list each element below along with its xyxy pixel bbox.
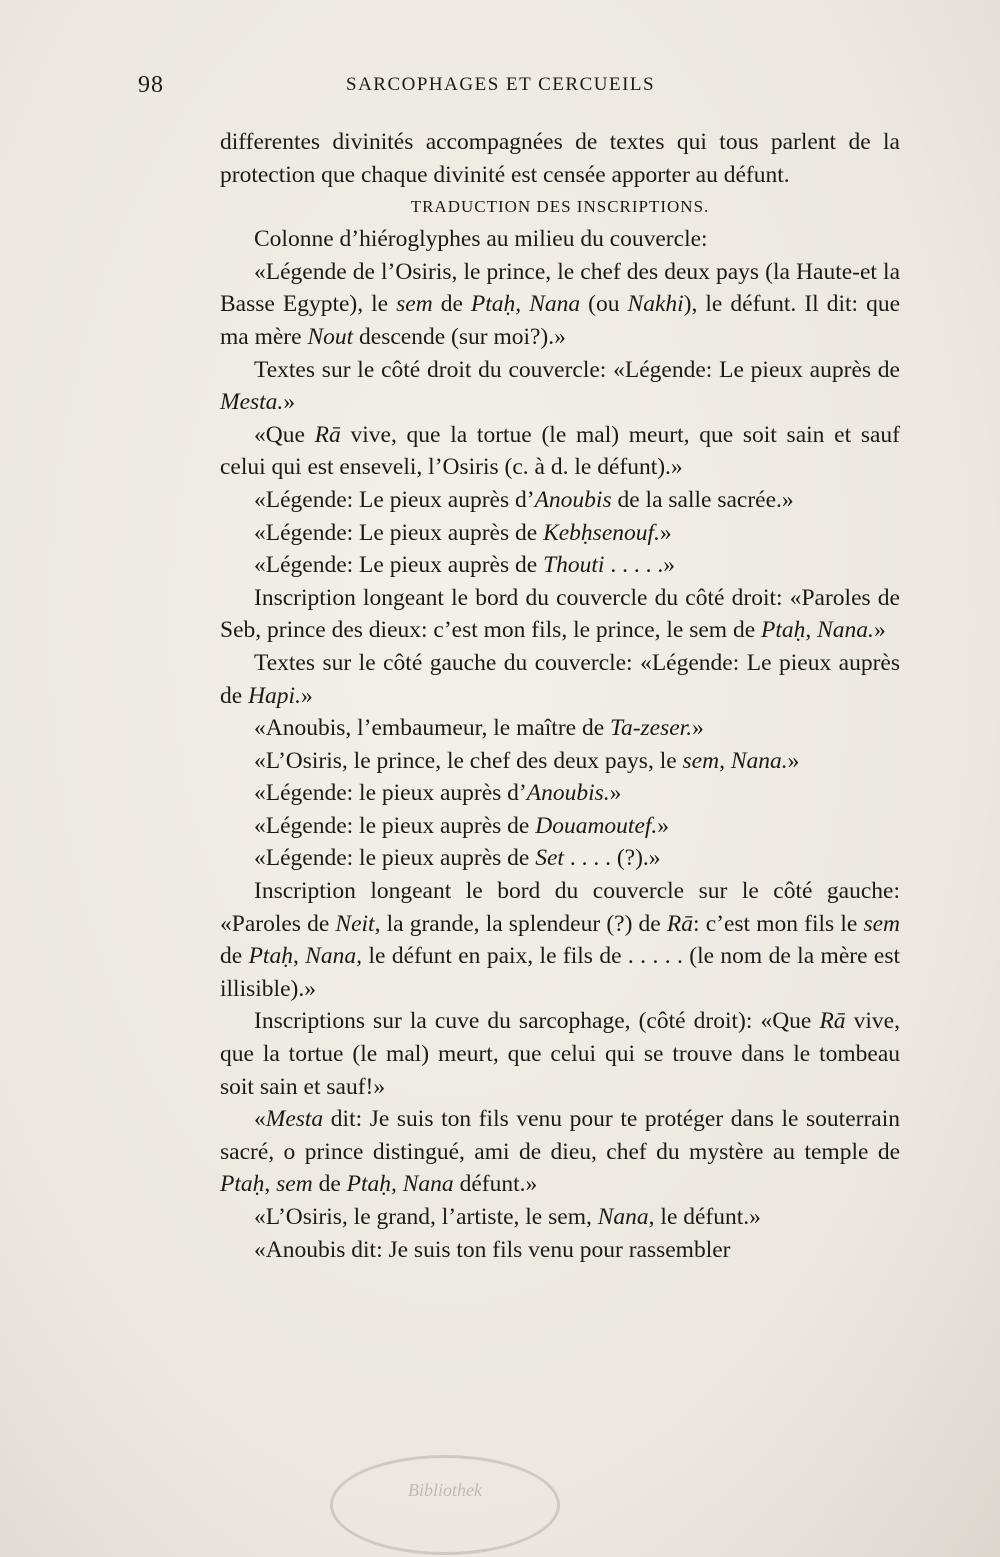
text-run: «Légende de l’Osiris, le prince, le chef des deux pays (la Haute-et la Basse Egypte), le	[220, 258, 900, 318]
text-run: «Légende: le pieux auprès d’	[254, 780, 527, 807]
paragraph	[220, 712, 900, 745]
text-run: de	[220, 943, 249, 970]
text-run: : c’est mon fils le	[693, 910, 864, 937]
italic-run: Mesta	[265, 1106, 324, 1133]
italic-run: Kebḥsenouf.	[543, 519, 660, 546]
paragraph	[220, 517, 900, 550]
paragraph	[220, 1103, 900, 1201]
paragraph	[220, 126, 900, 191]
text-run: défunt.»	[453, 1171, 538, 1198]
text-run: «Légende: Le pieux auprès de	[254, 552, 544, 579]
paragraph	[220, 1005, 900, 1103]
text-run: , la grande, la splendeur (?) de	[374, 910, 667, 937]
paragraph	[220, 256, 900, 354]
paragraph	[220, 549, 900, 582]
italic-run: Douamoutef.	[535, 812, 658, 839]
text-run: «	[254, 1106, 266, 1133]
text-run: »	[283, 389, 296, 416]
text-run: ), le défunt. Il dit: que ma mère	[220, 291, 900, 350]
paragraph	[220, 1201, 900, 1234]
italic-run: Nana,	[305, 943, 363, 970]
text-run: de	[432, 291, 471, 318]
text-run: ,	[292, 943, 306, 970]
paragraph	[220, 484, 900, 517]
italic-run: Rā	[314, 421, 341, 448]
paragraph	[220, 582, 900, 647]
text-run: (ou	[580, 291, 628, 318]
text-run: dit: Je suis ton fils venu pour te protéger dans le souterrain sacré, o prince distingué, ami de dieu, chef du mystère au temple de	[220, 1106, 900, 1165]
italic-run: Ptaḥ, Nana.	[761, 617, 874, 644]
text-run: le défunt.»	[654, 1204, 761, 1230]
paragraph	[220, 354, 900, 419]
italic-run: Nana,	[597, 1204, 655, 1230]
paragraph	[220, 745, 900, 778]
text-run: »	[692, 715, 704, 742]
library-stamp-seal: Bibliothek	[330, 1455, 560, 1555]
text-run: . . . . (?).»	[563, 845, 661, 872]
text-run: Inscriptions sur la cuve du sarcophage, (côté droit): «Que	[254, 1008, 820, 1035]
text-run: »	[657, 812, 670, 839]
paragraph	[220, 647, 900, 712]
text-run: . . . . .»	[604, 552, 675, 579]
text-run: de la salle sacrée.»	[611, 486, 794, 513]
text-run: »	[659, 519, 672, 546]
italic-run: Ptaḥ	[220, 1171, 265, 1198]
text-run: Textes sur le côté droit du couvercle: «Légende: Le pieux auprès de	[254, 356, 900, 383]
italic-run: sem, Nana.	[682, 747, 788, 774]
text-run: de	[312, 1171, 347, 1198]
page-number: 98	[138, 72, 164, 98]
text-run: «Légende: le pieux auprès de	[254, 812, 536, 839]
text-run: «Que	[254, 421, 315, 448]
text-run: vive, que la tortue (le mal) meurt, que soit sain et sauf celui qui est enseveli, l’Osiris (c. à d. le défunt).»	[220, 421, 900, 481]
italic-run: Neit	[335, 910, 375, 937]
text-run: differentes divinités accompagnées de textes qui tous parlent de la protection que chaque divinité est censée apporter au défunt.	[220, 129, 900, 188]
paragraph	[220, 777, 900, 810]
italic-run: sem	[396, 291, 433, 318]
text-run: «Anoubis, l’embaumeur, le maître de	[254, 715, 611, 742]
text-run: descende (sur moi?).»	[353, 323, 566, 350]
text-run: «L’Osiris, le grand, l’artiste, le sem,	[254, 1204, 598, 1230]
text-run: Inscription longeant le bord du couvercle sur le côté gauche: «Paroles de	[220, 878, 900, 937]
text-run: «Légende: le pieux auprès de	[254, 845, 536, 872]
text-run: TRADUCTION DES INSCRIPTIONS.	[410, 197, 710, 217]
italic-run: sem	[863, 910, 900, 937]
paragraph	[220, 842, 900, 875]
paragraph	[220, 419, 900, 484]
paragraph	[220, 1234, 900, 1267]
text-run: vive, que la tortue (le mal) meurt, que celui qui se trouve dans le tombeau soit sain et sauf!»	[220, 1008, 900, 1100]
italic-run: Mesta.	[220, 389, 284, 416]
italic-run: sem	[276, 1171, 313, 1198]
text-run: Inscription longeant le bord du couvercle du côté droit: «Paroles de Seb, prince des dieux: c’est mon fils, le prince, le sem de	[220, 584, 900, 644]
italic-run: Anoubis	[534, 486, 612, 513]
text-run: »	[873, 617, 886, 644]
text-run: «Légende: Le pieux auprès d’	[254, 486, 535, 513]
italic-run: Ptaḥ, Nana	[346, 1171, 454, 1198]
paragraph	[220, 810, 900, 843]
text-run: »	[609, 780, 622, 807]
text-run: «Anoubis dit: Je suis ton fils venu pour rassembler	[254, 1236, 731, 1263]
italic-run: Rā	[819, 1008, 846, 1035]
italic-run: Thouti	[543, 552, 605, 579]
body-text	[220, 126, 900, 1266]
italic-run: Ptaḥ, Nana	[470, 291, 581, 318]
text-run: «Légende: Le pieux auprès de	[254, 519, 544, 546]
text-run: le défunt en paix, le fils de . . . . . (le nom de la mère est illisible).»	[220, 943, 901, 1002]
running-head	[0, 72, 1000, 102]
text-run: Textes sur le côté gauche du couvercle: «Légende: Le pieux auprès de	[220, 649, 900, 709]
italic-run: Nakhi	[627, 291, 684, 318]
italic-run: Anoubis.	[526, 780, 610, 807]
italic-run: Set	[535, 845, 564, 872]
italic-run: Ta-zeser.	[610, 715, 693, 742]
text-run: «L’Osiris, le prince, le chef des deux pays, le	[254, 747, 683, 774]
running-title: SARCOPHAGES ET CERCUEILS	[346, 74, 656, 95]
text-run: Colonne d’hiéroglyphes au milieu du couvercle:	[254, 226, 708, 253]
italic-run: Rā	[666, 910, 694, 937]
italic-run: Ptaḥ	[248, 943, 293, 970]
paragraph	[220, 223, 900, 256]
section-heading	[220, 191, 900, 223]
italic-run: Nout	[307, 323, 354, 350]
text-run: »	[300, 682, 313, 709]
text-run: »	[787, 747, 800, 774]
paragraph	[220, 875, 900, 1005]
text-run: ,	[264, 1171, 277, 1198]
italic-run: Hapi.	[248, 682, 301, 709]
